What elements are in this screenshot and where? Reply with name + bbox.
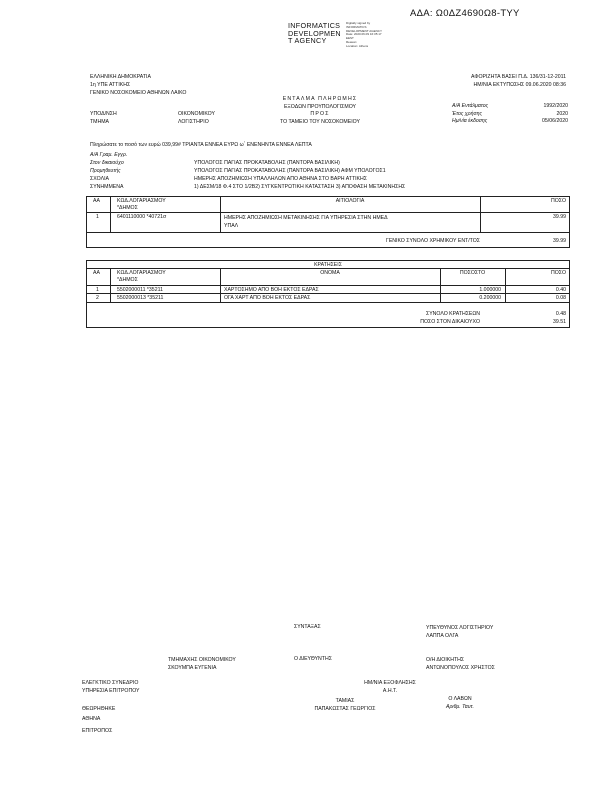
info-value: ΟΙΚΟΝΟΜΙΚΟΥ — [178, 111, 215, 117]
department-info — [90, 111, 215, 126]
detail-label: Στον δικαιούχο — [90, 160, 124, 166]
signature-title: ΗΜ/ΝΙΑ ΕΞΟΦΛΗΣΗΣ — [364, 680, 416, 686]
signature-director: Ο ΔΙΕΥΘΥΝΤΗΣ — [294, 656, 332, 662]
signature-title: Ο ΛΑΒΩΝ — [448, 696, 472, 702]
logo-line: INFORMATICS — [288, 21, 341, 30]
deductions-title: ΚΡΑΤΗΣΕΙΣ — [314, 262, 342, 268]
issue-date: 05/06/2020 — [542, 118, 568, 125]
signature-title: Ο/Η ΔΙΟΙΚΗΤΗΣ — [426, 657, 465, 663]
signature-detail-line: Location: Athens — [346, 43, 369, 48]
signature-details — [346, 22, 382, 49]
info-label: Έτος χρήσης — [452, 110, 483, 117]
deductions-total-label: ΣΥΝΟΛΟ ΚΡΑΤΗΣΕΩΝ — [425, 311, 480, 317]
header-text: ΚΩΔ.ΛΟΓΑΡΙΑΣΜΟΥ — [117, 270, 166, 276]
info-label: ΤΜΗΜΑ — [90, 118, 110, 125]
detail-label: ΣΧΟΛΙΑ — [90, 176, 109, 182]
attachments: 1) ΔΕΣΜ/18 Φ.4 ΣΤΟ 1/2Β2) ΣΥΓΚΕΝΤΡΩΤΙΚΗ ΚΑΤΑΣΤΑΣΗ 3) ΑΠΟΦΑΣΗ ΜΕΤΑΚΙΝΗΣΗΣ — [194, 184, 406, 190]
title-line: ΕΝΤΑΛΜΑ ΠΛΗΡΩΜΗΣ — [282, 96, 358, 102]
beneficiary: ΥΠΟΛΟΓΟΣ ΠΑΓΙΑΣ ΠΡΟΚΑΤΑΒΟΛΗΣ (ΠΑΝΤΟΡΑ ΒΑΣΙΛΙΚΗ) — [194, 160, 340, 166]
document-title — [220, 96, 420, 126]
audit-court — [82, 679, 140, 695]
signature-subtitle: Αριθμ. Ταυτ. — [445, 704, 474, 710]
print-info — [471, 73, 566, 89]
title-line: ΤΟ ΤΑΜΕΙΟ ΤΟΥ ΝΟΣΟΚΟΜΕΙΟΥ — [280, 118, 360, 125]
signature-logo — [288, 22, 341, 45]
table-divider — [110, 268, 111, 302]
signature-administrator — [426, 656, 495, 672]
column-header-aa: ΑΑ — [93, 198, 100, 204]
row-aa: 2 — [96, 295, 99, 301]
payment-details — [90, 151, 405, 191]
fiscal-year: 2020 — [556, 110, 568, 117]
signature-person: ΑΝΤΩΝΟΠΟΥΛΟΣ ΧΡΗΣΤΟΣ — [426, 665, 495, 671]
header-text: *ΔΗΜΟΣ — [117, 205, 138, 211]
issuer-line: 1η ΥΠΕ ΑΤΤΙΚΗΣ — [90, 82, 131, 88]
detail-label: ΣΥΝΗΜΜΕΝΑ — [90, 184, 124, 190]
info-value: ΛΟΓΙΣΤΗΡΙΟ — [178, 118, 209, 125]
table-divider — [86, 293, 570, 294]
signature-detail-line: Date: 2020.06.09 16:35:17 — [346, 32, 382, 37]
table-divider — [86, 268, 570, 269]
row-amount: 0.40 — [555, 287, 566, 293]
warrant-number: 1992/2020 — [543, 103, 568, 109]
row-aa: 1 — [96, 214, 99, 220]
column-header-account — [117, 270, 166, 284]
warrant-info — [452, 103, 568, 126]
approval-place: ΑΘΗΝΑ — [82, 716, 101, 722]
info-label: ΥΠΟΔ/ΝΣΗ — [90, 111, 117, 117]
detail-label: Προμηθευτής — [90, 168, 121, 174]
row-percentage: 1.000000 — [479, 287, 501, 293]
row-aa: 1 — [96, 287, 99, 293]
print-info-line: ΑΦΟΡΙΖΗΤΑ ΒΑΣΕΙ Π.Δ. 136/31-12-2011 — [471, 74, 566, 80]
header-text: ΚΩΔ.ΛΟΓΑΡΙΑΣΜΟΥ — [117, 198, 166, 204]
header-text: *ΔΗΜΟΣ — [117, 277, 138, 283]
description-line: ΗΜΕΡΗΣ ΑΠΟΖΗΜΙΩΣΗ ΜΕΤΑΚΙΝΗΣΗΣ ΓΙΑ ΥΠΗΡΕΣΙΑ ΣΤΗΝ ΗΜΕΔ — [224, 215, 388, 221]
row-name: ΟΓΑ ΧΑΡΤ ΑΠΟ ΒΟΗ ΕΚΤΟΣ ΕΔΡΑΣ — [224, 295, 311, 301]
issuer-line: ΕΛΛΗΝΙΚΗ ΔΗΜΟΚΡΑΤΙΑ — [90, 74, 151, 80]
row-account: 5502000013 *35211 — [117, 295, 164, 301]
title-line: ΠΡΟΣ — [310, 111, 330, 118]
column-header-account — [117, 198, 166, 212]
row-name: ΧΑΡΤΟΣΗΜΟ ΑΠΟ ΒΟΗ ΕΚΤΟΣ ΕΔΡΑΣ — [224, 287, 319, 293]
row-account: 6401110000 *40721σ — [117, 214, 167, 220]
column-header-description: ΑΙΤΙΟΛΟΓΙΑ — [335, 198, 365, 204]
table-divider — [110, 196, 111, 232]
net-amount-value: 39.51 — [553, 319, 566, 325]
column-header-name: ΟΝΟΜΑ — [320, 270, 340, 276]
issuer-block — [90, 73, 186, 97]
print-info-line: ΗΜ/ΝΙΑ ΕΚΤΥΠΩΣΗΣ 09.06.2020 08:36 — [473, 82, 566, 88]
title-line: ΕΞΟΔΩΝ ΠΡΟΥΠΟΛΟΓΙΣΜΟΥ — [283, 103, 357, 110]
row-description — [224, 214, 388, 230]
column-header-amount: ΠΟΣΟ — [550, 198, 566, 204]
signature-person: ΠΑΠΑΚΩΣΤΑΣ ΓΕΩΡΓΙΟΣ — [314, 706, 376, 712]
info-label: Α/Α Εντάλματος — [452, 103, 489, 109]
ada-number: ΑΔΑ: Ω0ΔΖ4690Ω8-ΤΥΥ — [410, 8, 520, 19]
issuer-line: ΓΕΝΙΚΟ ΝΟΣΟΚΟΜΕΙΟ ΑΘΗΝΩΝ ΛΑΙΚΟ — [90, 90, 187, 96]
logo-line: T AGENCY — [288, 36, 327, 46]
signature-detail-line: Reason: — [346, 39, 358, 44]
settlement-date — [360, 679, 420, 695]
table-divider — [86, 285, 570, 286]
column-header-amount: ΠΟΣΟ — [550, 270, 566, 276]
signature-person: ΣΚΟΥΜΠΑ ΕΥΓΕΝΙΑ — [168, 665, 217, 671]
signature-detail-line: EEST — [346, 36, 354, 41]
signature-detail-line: Digitally signed by — [346, 21, 371, 25]
signature-recipient — [430, 695, 490, 711]
signature-cashier — [300, 697, 390, 713]
row-amount: 0.08 — [555, 295, 566, 301]
signature-commissioner: ΕΠΙΤΡΟΠΟΣ — [82, 728, 113, 734]
grand-total-label: ΓΕΝΙΚΟ ΣΥΝΟΛΟ ΧΡΗΜΙΚΟΥ ΕΝΤ/ΤΟΣ — [385, 238, 480, 244]
signature-subtitle: Α.Η.Τ. — [382, 688, 398, 694]
signature-compiler: ΣΥΝΤΑΞΑΣ — [294, 624, 321, 630]
signature-title: ΥΠΕΥΘΥΝΟΣ ΛΟΓΙΣΤΗΡΙΟΥ — [426, 625, 494, 631]
comments: ΗΜΕΡΗΣ ΑΠΟΖΗΜΙΩΣΗ ΥΠΑΛΛΗΛΩΝ ΑΠΟ ΑΘΗΝΑ ΣΤΟ ΒΑΡΗ ΑΤΤΙΚΗΣ — [194, 176, 367, 182]
column-header-percentage: ΠΟΣΟΣΤΟ — [459, 270, 486, 276]
column-header-aa: ΑΑ — [93, 270, 100, 276]
signature-person: ΛΑΠΠΑ ΟΛΓΑ — [426, 633, 459, 639]
signature-subtitle: ΥΠΗΡΕΣΙΑ ΕΠΙΤΡΟΠΟΥ — [82, 688, 140, 694]
table-divider — [86, 302, 570, 303]
signature-title: ΕΛΕΓΚΤΙΚΟ ΣΥΝΕΔΡΙΟ — [82, 680, 139, 686]
table-divider — [86, 232, 570, 233]
amount-in-words: Πληρώσατε το ποσό των ευρώ 039,99# ΤΡΙΑΝΤΑ ΕΝΝΕΑ ΕΥΡΩ ω΄ ΕΝΕΝΗΝΤΑ ΕΝΝΕΑ ΛΕΠΤΑ — [90, 142, 312, 148]
info-label: Ημ/νία έκδοσης — [452, 118, 488, 125]
signature-detail-line: INFORMATICS — [346, 24, 367, 29]
net-amount-label: ΠΟΣΟ ΣΤΟΝ ΔΙΚΑΙΟΥΧΟ — [420, 319, 480, 325]
approval-block — [82, 704, 115, 724]
detail-label: Α/Α Γραμ. Εγγρ. — [90, 152, 128, 158]
deductions-total-value: 0.48 — [555, 311, 566, 317]
signature-finance-head — [168, 656, 236, 672]
signature-accountant — [426, 624, 493, 640]
table-divider — [86, 212, 570, 213]
signature-title: ΤΜΗΜΑΧΗΣ ΟΙΚΟΝΟΜΙΚΟΥ — [168, 657, 236, 663]
approval-title: ΘΕΩΡΗΘΗΚΕ — [82, 706, 116, 712]
signature-detail-line: DEVELOPMENT AGENCY — [346, 28, 382, 33]
row-account: 5502000011 *35211 — [117, 287, 163, 293]
row-percentage: 0.200000 — [479, 295, 501, 301]
row-amount: 39.99 — [553, 214, 566, 220]
grand-total-value: 39.99 — [553, 238, 566, 244]
signature-title: ΤΑΜΙΑΣ — [335, 698, 355, 704]
logo-line: DEVELOPMEN — [288, 28, 341, 38]
description-line: ΥΠΑΛ — [224, 223, 239, 229]
supplier: ΥΠΟΛΟΓΟΣ ΠΑΓΙΑΣ ΠΡΟΚΑΤΑΒΟΛΗΣ (ΠΑΝΤΟΡΑ ΒΑΣΙΛΙΚΗ) ΑΦΜ ΥΠΟΛΟΓΟΣ1 — [194, 168, 386, 174]
